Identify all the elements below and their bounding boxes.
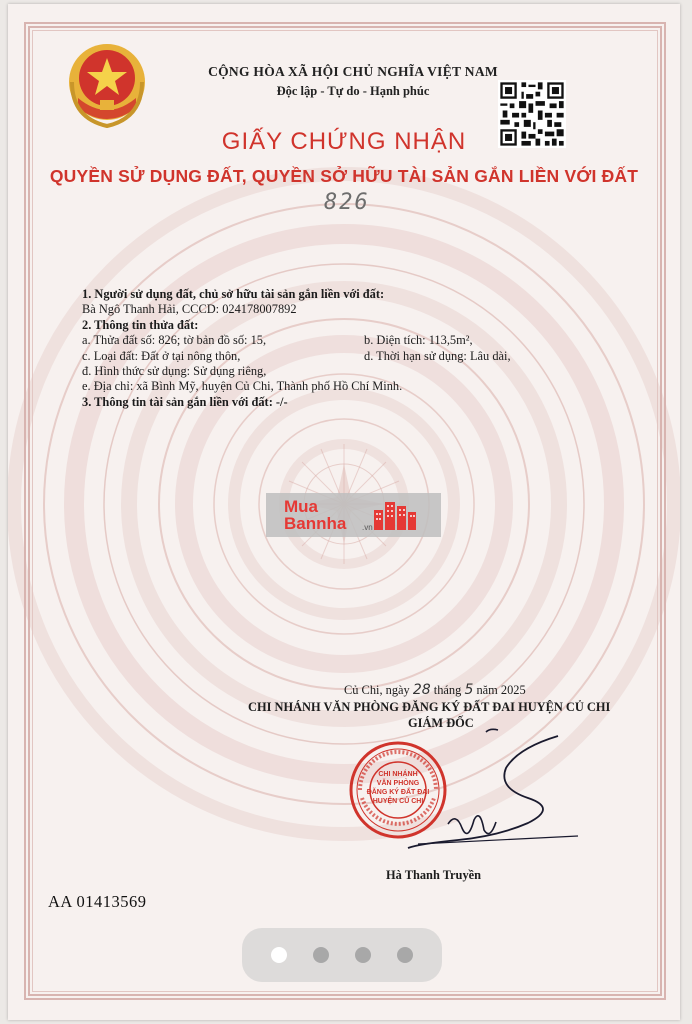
- section-2-heading: 2. Thông tin thửa đất:: [82, 317, 199, 332]
- year-label: năm 2025: [476, 683, 526, 697]
- certificate-title: GIẤY CHỨNG NHẬN: [221, 128, 467, 155]
- watermark-text-vn: .vn: [362, 523, 373, 532]
- handwritten-parcel-number: 826: [324, 190, 370, 215]
- building-logo-icon: [372, 500, 418, 530]
- owner-info: Bà Ngô Thanh Hải, CCCD: 024178007892: [82, 302, 297, 317]
- parcel-row-2: [82, 349, 642, 364]
- pager-dot-4[interactable]: [397, 947, 413, 963]
- usage-form: đ. Hình thức sử dụng: Sử dụng riêng,: [82, 363, 267, 378]
- issue-day: 28: [412, 682, 431, 698]
- month-label: tháng: [433, 683, 462, 697]
- seal-text-3: ĐĂNG KÝ ĐẤT ĐAI: [366, 789, 430, 796]
- serial-number: AA 01413569: [48, 892, 147, 911]
- pager-dot-2[interactable]: [313, 947, 329, 963]
- issue-month: 5: [464, 682, 474, 698]
- muabannha-watermark: [266, 493, 441, 537]
- section-1-heading: 1. Người sử dụng đất, chủ sở hữu tài sản gắn liền với đất:: [82, 287, 385, 301]
- country-name: CỘNG HÒA XÃ HỘI CHỦ NGHĨA VIỆT NAM: [208, 64, 498, 79]
- national-emblem-icon: [64, 38, 150, 134]
- certificate-body: [82, 287, 642, 410]
- issue-date: [344, 682, 526, 698]
- image-pager: [242, 928, 442, 982]
- certificate-subtitle: QUYỀN SỬ DỤNG ĐẤT, QUYỀN SỞ HỮU TÀI SẢN GẮN LIỀN VỚI ĐẤT: [49, 166, 639, 186]
- certificate-page: [8, 4, 680, 1020]
- issue-place: Củ Chi, ngày: [344, 683, 410, 697]
- parcel-area: b. Diện tích: 113,5m²,: [364, 333, 473, 348]
- parcel-number: a. Thửa đất số: 826; tờ bản đồ số: 15,: [82, 333, 267, 348]
- seal-text-4: HUYỆN CỦ CHI: [372, 798, 424, 805]
- signature-icon: [378, 728, 588, 868]
- parcel-address: e. Địa chỉ: xã Bình Mỹ, huyện Củ Chi, Thành phố Hồ Chí Minh.: [82, 379, 403, 394]
- national-motto: Độc lập - Tự do - Hạnh phúc: [276, 84, 430, 98]
- watermark-text-bannha: Bannha: [284, 514, 347, 533]
- signer-name: Hà Thanh Truyền: [386, 868, 482, 882]
- director-title: GIÁM ĐỐC: [408, 716, 474, 730]
- issuing-office: CHI NHÁNH VĂN PHÒNG ĐĂNG KÝ ĐẤT ĐAI HUYỆN CỦ CHI: [248, 700, 611, 714]
- usage-term: d. Thời hạn sử dụng: Lâu dài,: [364, 348, 511, 363]
- pager-dot-1[interactable]: [271, 947, 287, 963]
- section-3: 3. Thông tin tài sản gắn liền với đất: -/-: [82, 394, 288, 409]
- seal-text-2: VĂN PHÒNG: [376, 780, 420, 787]
- parcel-row-1: [82, 333, 642, 348]
- pager-dot-3[interactable]: [355, 947, 371, 963]
- seal-text-1: CHI NHÁNH: [378, 771, 418, 778]
- watermark-text-mua: Mua: [284, 497, 318, 516]
- land-type: c. Loại đất: Đất ở tại nông thôn,: [82, 348, 241, 363]
